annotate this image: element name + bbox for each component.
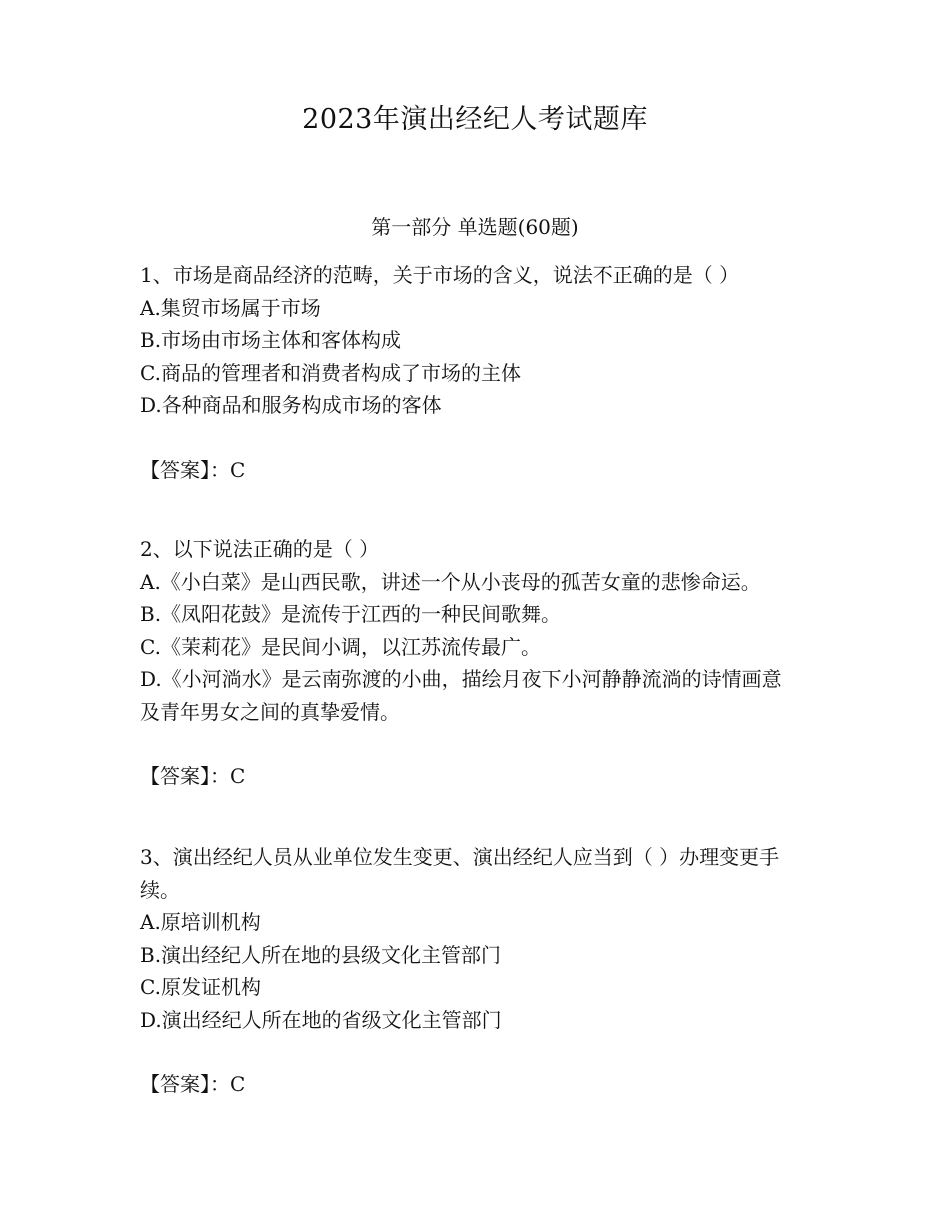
option-d: D.各种商品和服务构成市场的客体 (140, 393, 442, 417)
question-1 (140, 259, 800, 486)
answer-label: 【答案】：C (140, 764, 246, 788)
question-stem: 3、演出经纪人员从业单位发生变更、演出经纪人应当到（ ）办理变更手续。 (140, 845, 780, 902)
question-2 (140, 533, 800, 792)
page-title: 2023年演出经纪人考试题库 (302, 104, 648, 135)
option-c: C.《茉莉花》是民间小调，以江苏流传最广。 (140, 634, 541, 659)
option-b: B.市场由市场主体和客体构成 (140, 328, 402, 352)
option-a: A.集贸市场属于市场 (140, 295, 321, 320)
option-c: C.商品的管理者和消费者构成了市场的主体 (140, 360, 521, 385)
option-d: D.演出经纪人所在地的省级文化主管部门 (140, 1007, 502, 1032)
option-a: A.《小白菜》是山西民歌，讲述一个从小丧母的孤苦女童的悲惨命运。 (140, 569, 761, 594)
option-b: B.演出经纪人所在地的县级文化主管部门 (140, 942, 502, 967)
answer-label: 【答案】：C (140, 457, 246, 482)
option-b: B.《凤阳花鼓》是流传于江西的一种民间歌舞。 (140, 602, 562, 626)
section-heading: 第一部分 单选题(60题) (371, 215, 579, 239)
question-stem: 2、以下说法正确的是（ ） (140, 537, 380, 561)
option-a: A.原培训机构 (140, 910, 261, 934)
option-d: D.《小河淌水》是云南弥渡的小曲，描绘月夜下小河静静流淌的诗情画意及青年男女之间的真挚爱情。 (140, 667, 782, 724)
question-stem: 1、市场是商品经济的范畴，关于市场的含义，说法不正确的是（ ） (140, 263, 740, 287)
question-3 (140, 841, 800, 1100)
option-c: C.原发证机构 (140, 975, 261, 999)
answer-label: 【答案】：C (140, 1072, 246, 1096)
